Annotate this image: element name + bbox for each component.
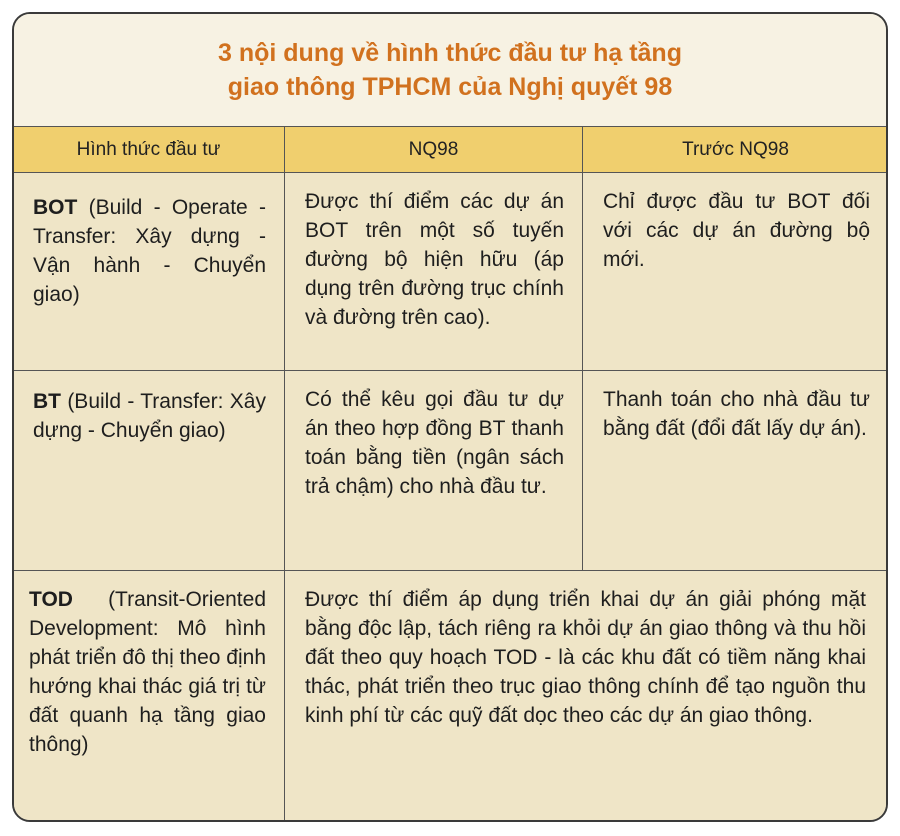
nq98-text-bot: Được thí điểm các dự án BOT trên một số tuyến đường bộ hiện hữu (áp dụng trên đường trục chính và đường trên cao).	[305, 190, 564, 329]
cell-merged-tod	[285, 571, 889, 823]
page-title	[14, 14, 886, 126]
table-row-tod	[13, 571, 889, 823]
infographic-card	[12, 12, 888, 822]
title-line-1: 3 nội dung về hình thức đầu tư hạ tầng	[218, 39, 682, 67]
cell-before-bot	[583, 173, 889, 371]
cell-nq98-bt	[285, 371, 583, 571]
cell-form-tod	[13, 571, 285, 823]
before-text-bot: Chỉ được đầu tư BOT đối với các dự án đường bộ mới.	[603, 190, 870, 271]
header-before-nq98: Trước NQ98	[583, 127, 889, 173]
before-text-bt: Thanh toán cho nhà đầu tư bằng đất (đổi đất lấy dự án).	[603, 388, 870, 440]
form-desc-bot: (Build - Operate - Transfer: Xây dựng - Vận hành - Chuyển giao)	[33, 196, 266, 306]
form-desc-bt: (Build - Transfer: Xây dựng - Chuyển giao)	[33, 390, 266, 442]
form-name-tod: TOD	[29, 588, 73, 611]
cell-form-bot	[13, 173, 285, 371]
table-header-row	[13, 127, 889, 173]
header-nq98: NQ98	[285, 127, 583, 173]
form-desc-tod: (Transit-Oriented Development: Mô hình phát triển đô thị theo định hướng khai thác giá trị từ đất quanh hạ tầng giao thông)	[29, 588, 267, 756]
table-row-bot	[13, 173, 889, 371]
title-line-2: giao thông TPHCM của Nghị quyết 98	[227, 73, 673, 101]
comparison-table	[12, 126, 888, 822]
nq98-text-bt: Có thể kêu gọi đầu tư dự án theo hợp đồng BT thanh toán bằng tiền (ngân sách trả chậm) cho nhà đầu tư.	[305, 388, 564, 498]
form-name-bt: BT	[33, 390, 61, 413]
form-name-bot: BOT	[33, 196, 78, 219]
merged-text-tod: Được thí điểm áp dụng triển khai dự án giải phóng mặt bằng độc lập, tách riêng ra khỏi dự án giao thông và thu hồi đất theo quy hoạch TOD - là các khu đất có tiềm năng khai thác, phát triển theo trục giao thông chính để tạo nguồn thu kinh phí từ các quỹ đất dọc theo các dự án giao thông.	[305, 588, 866, 727]
cell-form-bt	[13, 371, 285, 571]
table-row-bt	[13, 371, 889, 571]
cell-before-bt	[583, 371, 889, 571]
header-investment-form: Hình thức đầu tư	[13, 127, 285, 173]
cell-nq98-bot	[285, 173, 583, 371]
